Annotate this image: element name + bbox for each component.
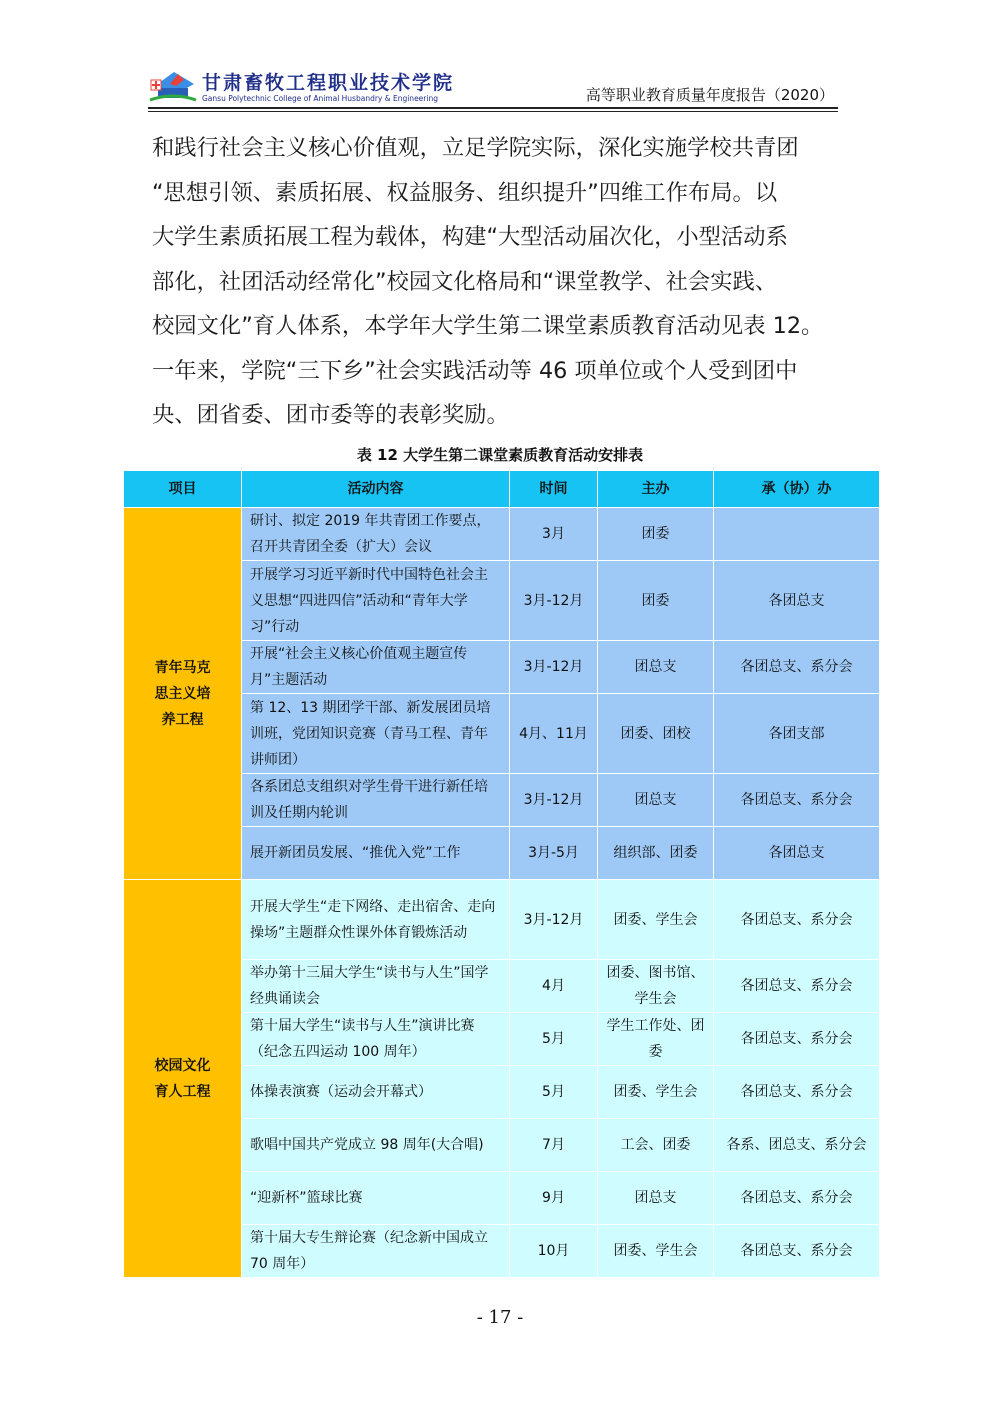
activity-content-cell: 举办第十三届大学生“读书与人生”国学经典诵读会 xyxy=(242,960,510,1013)
activity-content-cell: 第 12、13 期团学干部、新发展团员培训班，党团知识竞赛（青马工程、青年讲师团） xyxy=(242,694,510,774)
co-host-cell: 各团总支、系分会 xyxy=(714,641,880,694)
header-host: 主办 xyxy=(598,471,714,508)
time-cell: 4月、11月 xyxy=(510,694,598,774)
activity-content-cell: 研讨、拟定 2019 年共青团工作要点，召开共青团全委（扩大）会议 xyxy=(242,508,510,561)
host-cell: 组织部、团委 xyxy=(598,827,714,880)
host-cell: 团总支 xyxy=(598,774,714,827)
co-host-cell: 各团总支、系分会 xyxy=(714,1225,880,1278)
activity-content-cell: 展开新团员发展、“推优入党”工作 xyxy=(242,827,510,880)
header-divider-thin xyxy=(148,111,838,112)
co-host-cell: 各团总支 xyxy=(714,561,880,641)
co-host-cell: 各团总支、系分会 xyxy=(714,1172,880,1225)
time-cell: 3月 xyxy=(510,508,598,561)
host-cell: 团委、学生会 xyxy=(598,880,714,960)
co-host-cell xyxy=(714,508,880,561)
activity-content-cell: 体操表演赛（运动会开幕式） xyxy=(242,1066,510,1119)
activity-content-cell: 开展学习习近平新时代中国特色社会主义思想“四进四信”活动和“青年大学习”行动 xyxy=(242,561,510,641)
co-host-cell: 各系、团总支、系分会 xyxy=(714,1119,880,1172)
activity-content-cell: 开展“社会主义核心价值观主题宣传月”主题活动 xyxy=(242,641,510,694)
body-line: 部化，社团活动经常化”校园文化格局和“课堂教学、社会实践、 xyxy=(152,268,778,295)
host-cell: 团委 xyxy=(598,561,714,641)
host-cell: 团总支 xyxy=(598,1172,714,1225)
body-line: 校园文化”育人体系，本学年大学生第二课堂素质教育活动见表 12。 xyxy=(152,313,824,339)
activity-content-cell: “迎新杯”篮球比赛 xyxy=(242,1172,510,1225)
time-cell: 3月-12月 xyxy=(510,561,598,641)
body-line: 和践行社会主义核心价值观，立足学院实际，深化实施学校共青团 xyxy=(152,135,799,161)
host-cell: 团委 xyxy=(598,508,714,561)
co-host-cell: 各团总支、系分会 xyxy=(714,960,880,1013)
college-logo-icon xyxy=(148,66,198,106)
host-cell: 团委、学生会 xyxy=(598,1225,714,1278)
activity-content-cell: 第十届大学生“读书与人生”演讲比赛（纪念五四运动 100 周年） xyxy=(242,1013,510,1066)
body-line: “思想引领、素质拓展、权益服务、组织提升”四维工作布局。以 xyxy=(152,179,778,206)
activities-table xyxy=(123,470,880,1278)
time-cell: 10月 xyxy=(510,1225,598,1278)
category-cell: 校园文化 育人工程 xyxy=(124,880,242,1278)
page-header xyxy=(148,62,838,108)
co-host-cell: 各团总支 xyxy=(714,827,880,880)
time-cell: 7月 xyxy=(510,1119,598,1172)
activity-content-cell: 歌唱中国共产党成立 98 周年(大合唱) xyxy=(242,1119,510,1172)
category-cell: 青年马克 思主义培 养工程 xyxy=(124,508,242,880)
co-host-cell: 各团总支、系分会 xyxy=(714,880,880,960)
page-number: - 17 - xyxy=(476,1307,524,1328)
time-cell: 3月-12月 xyxy=(510,774,598,827)
header-content: 活动内容 xyxy=(242,471,510,508)
time-cell: 3月-12月 xyxy=(510,641,598,694)
host-cell: 工会、团委 xyxy=(598,1119,714,1172)
time-cell: 4月 xyxy=(510,960,598,1013)
body-paragraph xyxy=(152,126,842,438)
body-line: 央、团省委、团市委等的表彰奖励。 xyxy=(152,402,509,428)
co-host-cell: 各团总支、系分会 xyxy=(714,1066,880,1119)
header-time: 时间 xyxy=(510,471,598,508)
host-cell: 团总支 xyxy=(598,641,714,694)
table-header-row xyxy=(124,471,880,508)
header-divider xyxy=(148,107,838,109)
body-line: 大学生素质拓展工程为载体，构建“大型活动届次化，小型活动系 xyxy=(152,224,788,250)
host-cell: 团委、团校 xyxy=(598,694,714,774)
time-cell: 5月 xyxy=(510,1013,598,1066)
header-project: 项目 xyxy=(124,471,242,508)
host-cell: 学生工作处、团委 xyxy=(598,1013,714,1066)
time-cell: 5月 xyxy=(510,1066,598,1119)
host-cell: 团委、学生会 xyxy=(598,1066,714,1119)
table-row xyxy=(124,508,880,561)
activity-content-cell: 第十届大专生辩论赛（纪念新中国成立 70 周年） xyxy=(242,1225,510,1278)
school-name-english: Gansu Polytechnic College of Animal Husbandry & Engineering xyxy=(202,94,438,103)
header-co-host: 承（协）办 xyxy=(714,471,880,508)
body-line: 一年来，学院“三下乡”社会实践活动等 46 项单位或个人受到团中 xyxy=(152,357,798,384)
time-cell: 3月-5月 xyxy=(510,827,598,880)
co-host-cell: 各团总支、系分会 xyxy=(714,1013,880,1066)
report-title: 高等职业教育质量年度报告（2020） xyxy=(585,86,834,104)
table-row xyxy=(124,880,880,960)
time-cell: 3月-12月 xyxy=(510,880,598,960)
school-name: 甘肃畜牧工程职业技术学院 xyxy=(202,72,455,94)
activity-content-cell: 开展大学生“走下网络、走出宿舍、走向操场”主题群众性课外体育锻炼活动 xyxy=(242,880,510,960)
co-host-cell: 各团支部 xyxy=(714,694,880,774)
table-caption: 表 12 大学生第二课堂素质教育活动安排表 xyxy=(356,446,644,464)
time-cell: 9月 xyxy=(510,1172,598,1225)
host-cell: 团委、图书馆、学生会 xyxy=(598,960,714,1013)
activity-content-cell: 各系团总支组织对学生骨干进行新任培训及任期内轮训 xyxy=(242,774,510,827)
co-host-cell: 各团总支、系分会 xyxy=(714,774,880,827)
